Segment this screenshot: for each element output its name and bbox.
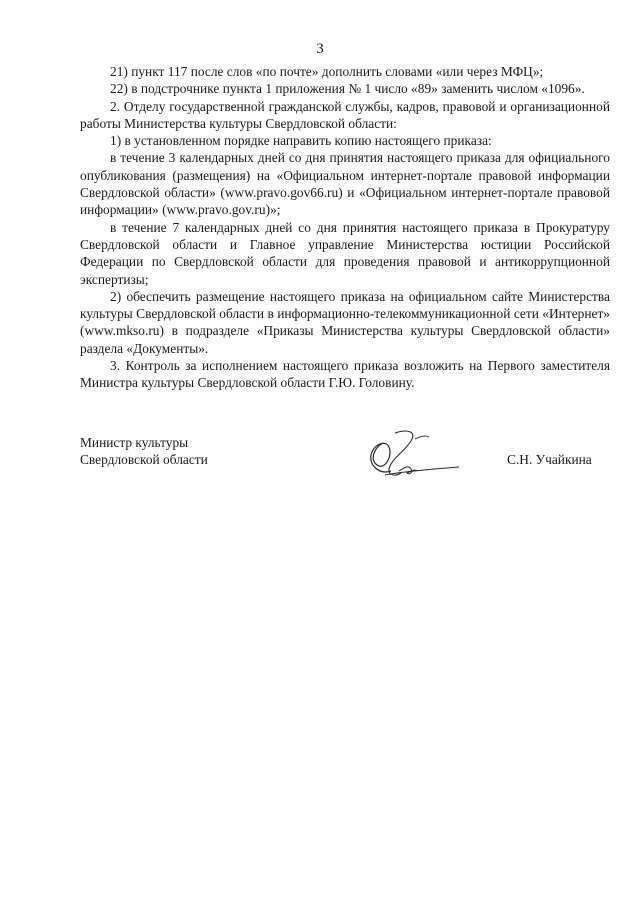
signatory-title [80, 434, 208, 469]
signatory-title-line2: Свердловской области [80, 452, 208, 468]
document-body [80, 63, 610, 392]
paragraph-item-22: 22) в подстрочнике пункта 1 приложения № 1 число «89» заменить числом «1096». [110, 81, 585, 97]
handwritten-signature [355, 425, 465, 485]
paragraph-section-3: 3. Контроль за исполнением настоящего приказа возложить на Первого заместителя Министра культуры Свердловской области Г.Ю. Головину. [80, 358, 610, 391]
paragraph-item-21: 21) пункт 117 после слов «по почте» дополнить словами «или через МФЦ»; [110, 64, 544, 79]
paragraph-subitem-1: 1) в установленном порядке направить копию настоящего приказа: [110, 133, 492, 149]
paragraph-subitem-2: 2) обеспечить размещение настоящего приказа на официальном сайте Министерства культуры Свердловской области в информационно-телекоммуникационной сети «Интернет» (www.mkso.ru) в подразделе «Приказы Министерства культуры Свердловской области» раздела «Документы». [80, 288, 610, 356]
paragraph-prosecutor-7-days: в течение 7 календарных дней со дня принятия настоящего приказа в Прокуратуру Свердловской области и Главное управление Министерства юстиции Российской Федерации по Свердловской области для проведения правовой и антикоррупционной экспертизы; [80, 219, 610, 287]
signatory-title-line1: Министр культуры [80, 435, 189, 450]
signatory-name: С.Н. Учайкина [507, 452, 592, 467]
paragraph-publication-3-days: в течение 3 календарных дней со дня принятия настоящего приказа для официального опубликования (размещения) на «Официальном интернет-портале правовой информации Свердловской области» (www.pravo.gov66.ru) и «Официальном интернет-портале правовой информации» (www.pravo.gov.ru)»; [80, 150, 610, 218]
paragraph-section-2: 2. Отделу государственной гражданской службы, кадров, правовой и организационной работы Министерства культуры Свердловской области: [80, 98, 610, 131]
page-number: 3 [316, 41, 324, 57]
